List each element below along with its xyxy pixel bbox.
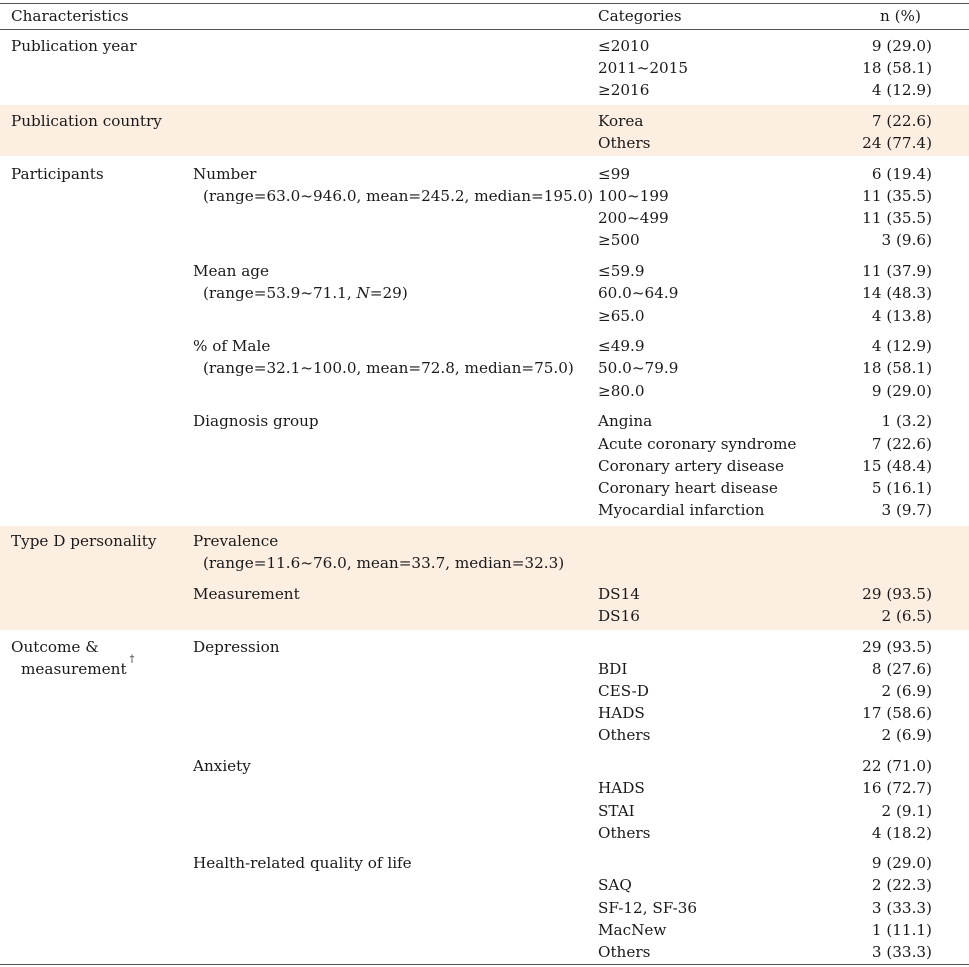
- category-cell: Coronary artery disease: [598, 457, 784, 475]
- category-cell: CES-D: [598, 682, 649, 700]
- value-cell: 11 (35.5): [862, 209, 932, 227]
- category-cell: Coronary heart disease: [598, 479, 778, 497]
- category-cell: ≥80.0: [598, 382, 645, 400]
- value-cell-total: 22 (71.0): [862, 757, 932, 775]
- subgroup-label-mean-age: Mean age: [193, 262, 269, 280]
- row-label-publication-year: Publication year: [11, 37, 137, 55]
- value-cell: 24 (77.4): [862, 134, 932, 152]
- value-cell: 4 (18.2): [871, 824, 932, 842]
- value-cell: 3 (33.3): [871, 943, 932, 961]
- header-characteristics: Characteristics: [11, 7, 129, 25]
- value-cell: 14 (48.3): [862, 284, 932, 302]
- row-label-type-d-personality: Type D personality: [11, 532, 157, 550]
- subgroup-label-measurement: Measurement: [193, 585, 300, 603]
- category-cell: STAI: [598, 802, 635, 820]
- category-cell: ≤99: [598, 165, 631, 183]
- category-cell: ≤2010: [598, 37, 650, 55]
- header-n-percent: n (%): [880, 7, 921, 25]
- category-cell: ≤49.9: [598, 337, 645, 355]
- header-rule: [0, 29, 969, 30]
- value-cell: 2 (6.5): [881, 607, 932, 625]
- category-cell: SAQ: [598, 876, 632, 894]
- value-cell-total: 9 (29.0): [871, 854, 932, 872]
- value-cell: 15 (48.4): [862, 457, 932, 475]
- top-rule: [0, 3, 969, 4]
- category-cell: DS14: [598, 585, 640, 603]
- value-cell: 2 (22.3): [871, 876, 932, 894]
- value-cell: 29 (93.5): [862, 585, 932, 603]
- value-cell: 6 (19.4): [871, 165, 932, 183]
- category-cell: Others: [598, 134, 651, 152]
- value-cell: 7 (22.6): [871, 112, 932, 130]
- value-cell: 2 (6.9): [881, 726, 932, 744]
- value-cell: 2 (9.1): [881, 802, 932, 820]
- subgroup-label-number: Number: [193, 165, 257, 183]
- category-cell: 2011~2015: [598, 59, 689, 77]
- value-cell: 3 (9.6): [881, 231, 932, 249]
- value-cell: 3 (33.3): [871, 899, 932, 917]
- value-cell: 1 (11.1): [871, 921, 932, 939]
- row-label-measurement: measurement†: [21, 653, 135, 678]
- category-cell: 100~199: [598, 187, 669, 205]
- dagger-footnote-mark: †: [129, 653, 135, 665]
- header-categories: Categories: [598, 7, 682, 25]
- value-cell: 4 (13.8): [871, 307, 932, 325]
- value-cell: 2 (6.9): [881, 682, 932, 700]
- category-cell: HADS: [598, 704, 645, 722]
- value-cell: 3 (9.7): [881, 501, 932, 519]
- value-cell: 4 (12.9): [871, 337, 932, 355]
- category-cell: Myocardial infarction: [598, 501, 765, 519]
- category-cell: DS16: [598, 607, 640, 625]
- value-cell: 11 (37.9): [862, 262, 932, 280]
- category-cell: Others: [598, 943, 651, 961]
- value-cell: 16 (72.7): [862, 779, 932, 797]
- value-cell: 4 (12.9): [871, 81, 932, 99]
- subgroup-label-prevalence: Prevalence: [193, 532, 279, 550]
- category-cell: ≥65.0: [598, 307, 645, 325]
- category-cell: 200~499: [598, 209, 669, 227]
- category-cell: SF-12, SF-36: [598, 899, 698, 917]
- category-cell: ≤59.9: [598, 262, 645, 280]
- subgroup-label-anxiety: Anxiety: [193, 757, 251, 775]
- value-cell: 7 (22.6): [871, 435, 932, 453]
- subgroup-label-diagnosis: Diagnosis group: [193, 412, 319, 430]
- subgroup-detail-number: (range=63.0~946.0, mean=245.2, median=195.0): [203, 187, 594, 205]
- value-cell: 18 (58.1): [862, 359, 932, 377]
- subgroup-detail-mean-age: (range=53.9~71.1, N=29): [203, 284, 408, 302]
- category-cell: HADS: [598, 779, 645, 797]
- row-label-participants: Participants: [11, 165, 104, 183]
- value-cell: 18 (58.1): [862, 59, 932, 77]
- value-cell: 11 (35.5): [862, 187, 932, 205]
- category-cell: 60.0~64.9: [598, 284, 679, 302]
- value-cell: 1 (3.2): [881, 412, 932, 430]
- subgroup-label-depression: Depression: [193, 638, 280, 656]
- row-label-outcome: Outcome &: [11, 638, 99, 656]
- subgroup-detail-male: (range=32.1~100.0, mean=72.8, median=75.0): [203, 359, 574, 377]
- category-cell: Korea: [598, 112, 644, 130]
- category-cell: MacNew: [598, 921, 667, 939]
- row-label-publication-country: Publication country: [11, 112, 162, 130]
- category-cell: 50.0~79.9: [598, 359, 679, 377]
- subgroup-label-hrqol: Health-related quality of life: [193, 854, 412, 872]
- bottom-rule: [0, 964, 969, 965]
- value-cell: 17 (58.6): [862, 704, 932, 722]
- value-cell: 9 (29.0): [871, 37, 932, 55]
- category-cell: Others: [598, 726, 651, 744]
- value-cell: 9 (29.0): [871, 382, 932, 400]
- category-cell: BDI: [598, 660, 628, 678]
- value-cell: 5 (16.1): [871, 479, 932, 497]
- subgroup-label-male: % of Male: [193, 337, 271, 355]
- category-cell: ≥2016: [598, 81, 650, 99]
- category-cell: ≥500: [598, 231, 640, 249]
- category-cell: Others: [598, 824, 651, 842]
- category-cell: Acute coronary syndrome: [598, 435, 797, 453]
- subgroup-detail-prevalence: (range=11.6~76.0, mean=33.7, median=32.3): [203, 554, 565, 572]
- value-cell: 8 (27.6): [871, 660, 932, 678]
- value-cell-total: 29 (93.5): [862, 638, 932, 656]
- category-cell: Angina: [598, 412, 653, 430]
